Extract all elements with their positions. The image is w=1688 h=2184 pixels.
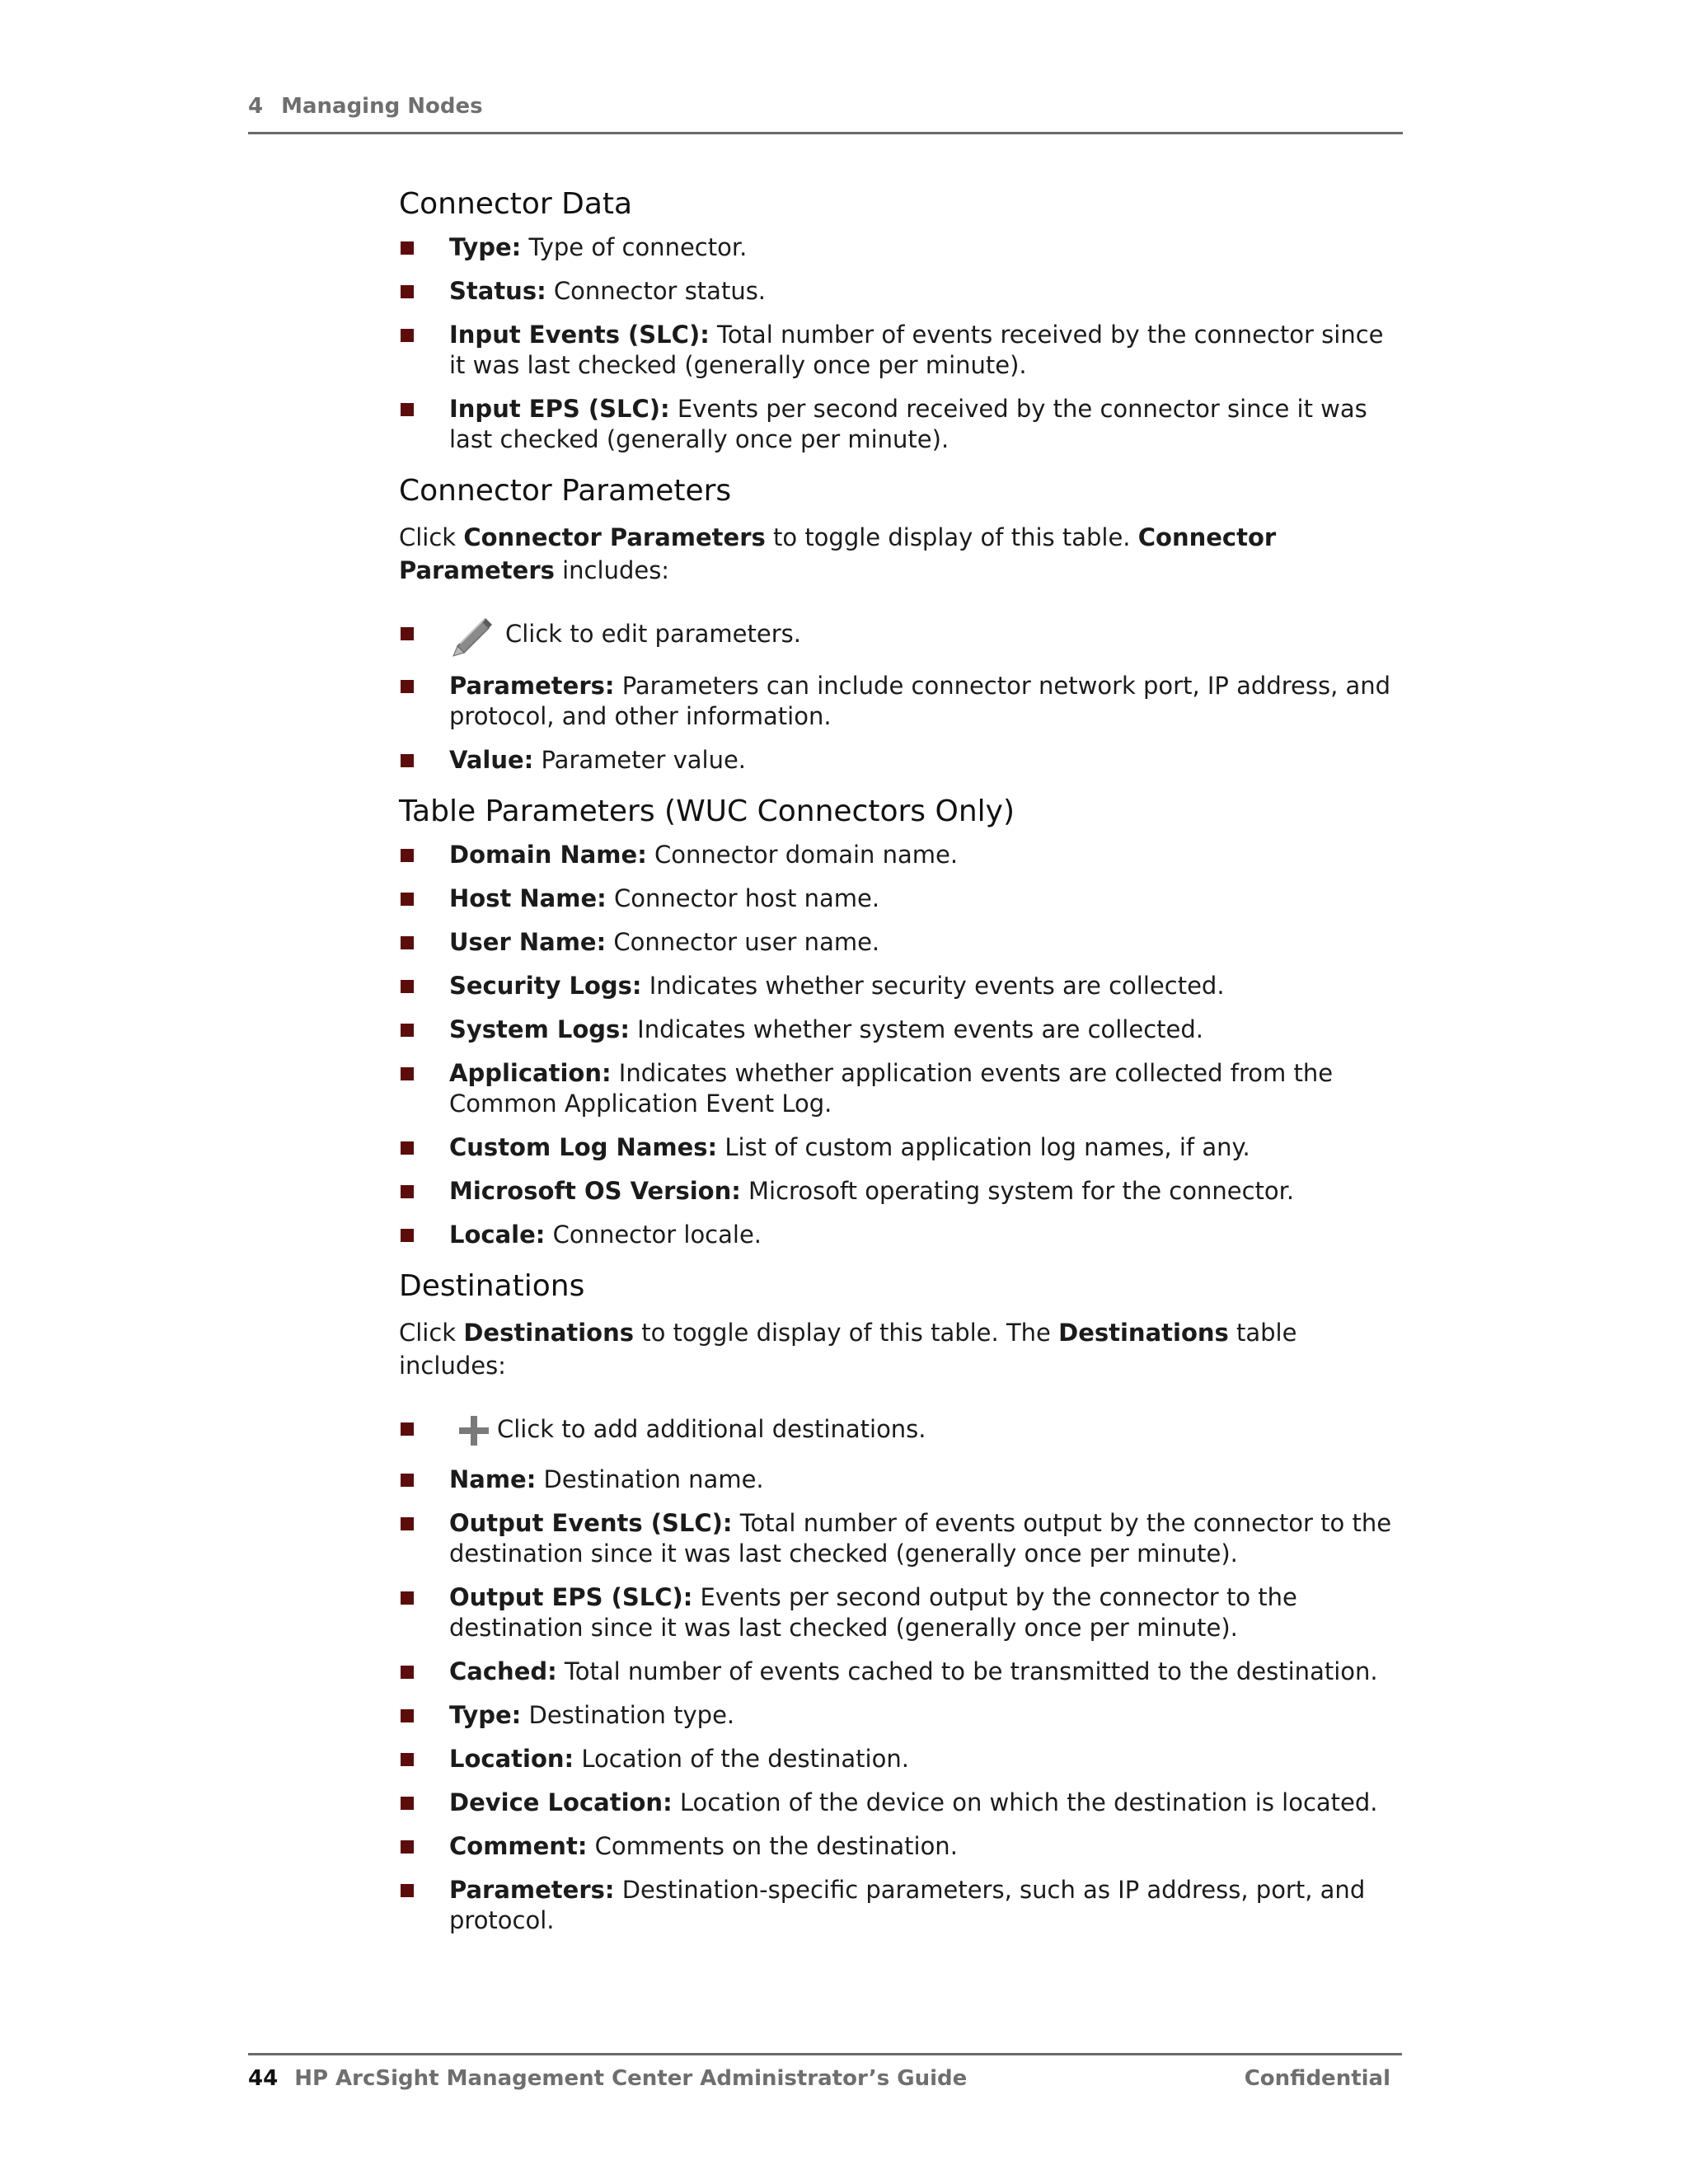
list-item [399, 232, 1404, 263]
chapter-number: 4 [248, 94, 264, 119]
chapter-title: Managing Nodes [281, 94, 483, 119]
list-item [399, 1788, 1404, 1818]
intro-bold: Connector Parameters [463, 523, 766, 551]
bullet-square [401, 680, 414, 693]
item-description: Connector host name. [606, 884, 880, 912]
intro-text: table includes: [399, 1319, 1297, 1380]
bullet-square [401, 1422, 414, 1436]
item-description: Total number of events cached to be transmitted to the destination. [556, 1657, 1378, 1685]
list-item [399, 1744, 1404, 1774]
item-label: Value: [449, 746, 534, 774]
item-description: Total number of events output by the connector to the destination since it was last checked (generally once per minute). [449, 1509, 1392, 1568]
item-description: Location of the device on which the destination is located. [672, 1788, 1378, 1816]
intro-text: Click [399, 1319, 464, 1347]
bullet-square [401, 1141, 414, 1155]
bullet-square [401, 1591, 414, 1605]
table-parameters-section [399, 789, 1404, 1250]
bullet-square [401, 1229, 414, 1242]
list-item [399, 320, 1404, 381]
list-item [399, 883, 1404, 914]
list-item [399, 1465, 1404, 1495]
item-description: Connector locale. [545, 1221, 762, 1249]
page-number: 44 [248, 2066, 279, 2091]
item-description: Indicates whether system events are collected. [629, 1015, 1203, 1043]
list-item [399, 927, 1404, 958]
item-label: Type: [449, 1701, 522, 1729]
item-label: Location: [449, 1745, 574, 1773]
item-label: Comment: [449, 1832, 588, 1860]
bullet-square [401, 1024, 414, 1037]
page-header [248, 89, 1403, 134]
confidential-label: Confidential [1244, 2066, 1390, 2091]
item-description: Events per second received by the connector since it was last checked (generally once per minute). [449, 395, 1367, 453]
page-content [399, 181, 1404, 1949]
item-description: Indicates whether security events are collected. [641, 972, 1225, 1000]
item-label: Locale: [449, 1221, 546, 1249]
list-item [399, 745, 1404, 776]
item-description: Connector status. [546, 277, 767, 305]
bullet-square [401, 1884, 414, 1897]
item-description: Destination type. [521, 1701, 735, 1729]
list-item [399, 671, 1404, 732]
connector-data-list [399, 232, 1404, 455]
bullet-square [401, 329, 414, 342]
item-label: Name: [449, 1465, 537, 1493]
page-footer [248, 2053, 1402, 2095]
intro-bold: Connector Parameters [399, 523, 1277, 584]
item-label: Application: [449, 1059, 612, 1087]
connector-data-heading: Connector Data [399, 187, 633, 221]
list-item [399, 1700, 1404, 1731]
footer-rule [248, 2053, 1402, 2055]
item-description: Comments on the destination. [587, 1832, 958, 1860]
bullet-square [401, 1753, 414, 1766]
list-item [399, 1058, 1404, 1119]
intro-bold: Destinations [463, 1319, 634, 1347]
intro-bold: Destinations [1058, 1319, 1229, 1347]
bullet-square [401, 893, 414, 906]
item-label: Input Events (SLC): [449, 321, 710, 349]
list-item [399, 1176, 1404, 1207]
list-item [399, 1831, 1404, 1862]
bullet-square [401, 936, 414, 949]
item-description: Connector user name. [606, 928, 880, 956]
header-rule [248, 132, 1403, 134]
bullet-square [401, 1666, 414, 1679]
connector-parameters-section [399, 468, 1404, 776]
bullet-square [401, 1797, 414, 1810]
destinations-intro [399, 1316, 1404, 1382]
list-item [399, 971, 1404, 1001]
list-item-text: Click to edit parameters. [505, 620, 801, 648]
bullet-square [401, 1517, 414, 1530]
item-label: Input EPS (SLC): [449, 395, 670, 423]
list-item [399, 276, 1404, 307]
item-description: Microsoft operating system for the connector. [740, 1177, 1295, 1205]
list-item [399, 1875, 1404, 1936]
bullet-square [401, 1840, 414, 1854]
item-description: Indicates whether application events are collected from the Common Application Event Log. [449, 1059, 1334, 1118]
item-label: Type: [449, 233, 522, 261]
item-label: Host Name: [449, 884, 607, 912]
item-description: List of custom application log names, if any. [717, 1133, 1250, 1161]
bullet-square [401, 1067, 414, 1080]
item-label: Status: [449, 277, 546, 305]
bullet-square [401, 403, 414, 416]
item-description: Parameters can include connector network port, IP address, and protocol, and other information. [449, 672, 1391, 730]
list-item [399, 1220, 1404, 1250]
list-item [399, 394, 1404, 455]
item-description: Destination name. [536, 1465, 764, 1493]
connector-parameters-items [399, 671, 1404, 776]
item-label: Domain Name: [449, 841, 647, 869]
item-label: Output Events (SLC): [449, 1509, 733, 1537]
list-item [399, 1657, 1404, 1687]
item-description: Parameter value. [533, 746, 747, 774]
bullet-square [401, 241, 414, 255]
connector-parameters-list [399, 612, 1404, 658]
item-description: Destination-specific parameters, such as IP address, port, and protocol. [449, 1876, 1366, 1934]
bullet-square [401, 754, 414, 767]
running-header [248, 89, 1403, 124]
destinations-icon-list [399, 1407, 1404, 1451]
item-description: Location of the destination. [574, 1745, 909, 1773]
destinations-list [399, 1465, 1404, 1936]
item-label: Microsoft OS Version: [449, 1177, 741, 1205]
list-item [399, 1582, 1404, 1643]
connector-parameters-intro [399, 521, 1404, 587]
bullet-square [401, 980, 414, 993]
list-item [399, 1015, 1404, 1045]
list-item [399, 1132, 1404, 1163]
table-parameters-list [399, 840, 1404, 1250]
intro-text: to toggle display of this table. [765, 523, 1138, 551]
footer-text [248, 2062, 1402, 2095]
intro-text: Click [399, 523, 464, 551]
connector-data-section [399, 181, 1404, 455]
list-item [399, 1407, 1404, 1451]
item-label: System Logs: [449, 1015, 630, 1043]
item-label: Device Location: [449, 1788, 673, 1816]
list-item [399, 1508, 1404, 1569]
list-item [399, 840, 1404, 870]
destinations-section [399, 1263, 1404, 1936]
bullet-square [401, 1185, 414, 1198]
intro-text: to toggle display of this table. The [633, 1319, 1059, 1347]
pencil-icon [449, 613, 495, 658]
item-label: Custom Log Names: [449, 1133, 718, 1161]
bullet-square [401, 849, 414, 862]
item-description: Connector domain name. [646, 841, 959, 869]
list-item-text: Click to add additional destinations. [497, 1415, 926, 1443]
item-description: Type of connector. [521, 233, 748, 261]
connector-parameters-heading: Connector Parameters [399, 474, 732, 508]
item-description: Total number of events received by the connector since it was last checked (generally once per minute). [449, 321, 1384, 379]
item-label: Security Logs: [449, 972, 642, 1000]
item-label: Cached: [449, 1657, 557, 1685]
destinations-heading: Destinations [399, 1269, 585, 1303]
plus-icon [456, 1413, 492, 1449]
item-description: Events per second output by the connector to the destination since it was last checked (generally once per minute). [449, 1583, 1297, 1642]
bullet-square [401, 627, 414, 640]
guide-title: HP ArcSight Management Center Administrator’s Guide [294, 2066, 968, 2091]
item-label: Parameters: [449, 672, 615, 700]
list-item [399, 612, 1404, 658]
item-label: Parameters: [449, 1876, 615, 1904]
bullet-square [401, 1709, 414, 1722]
bullet-square [401, 1474, 414, 1487]
intro-text: includes: [554, 556, 670, 584]
bullet-square [401, 285, 414, 298]
item-label: Output EPS (SLC): [449, 1583, 693, 1611]
table-parameters-heading: Table Parameters (WUC Connectors Only) [399, 794, 1015, 828]
item-label: User Name: [449, 928, 607, 956]
